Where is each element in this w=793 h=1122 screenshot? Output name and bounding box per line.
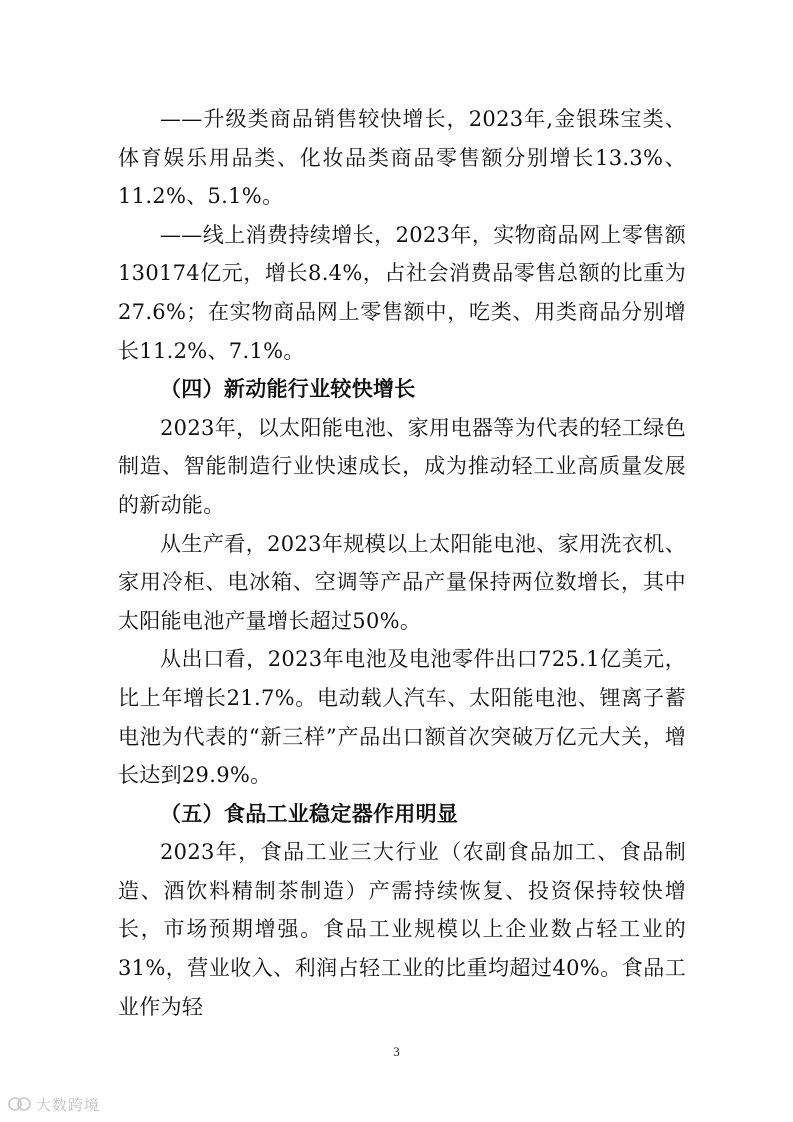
section-heading-food-industry: （五）食品工业稳定器作用明显 (160, 800, 459, 826)
section-heading-new-momentum: （四）新动能行业较快增长 (160, 376, 416, 402)
paragraph-new-momentum-intro: 2023年，以太阳能电池、家用电器等为代表的轻工绿色制造、智能制造行业快速成长，成为推动轻工业高质量发展的新动能。 (118, 415, 686, 517)
paragraph-food-industry: 2023年，食品工业三大行业（农副食品加工、食品制造、酒饮料精制茶制造）产需持续恢复、投资保持较快增长，市场预期增强。食品工业规模以上企业数占轻工业的31%，营业收入、利润占轻工业的比重均超过40%。食品工业作为轻 (118, 840, 686, 1019)
watermark-text: 大数跨境 (36, 1095, 101, 1114)
page-number: 3 (393, 1044, 400, 1059)
watermark (8, 1092, 100, 1116)
paragraph-online-consumption: ——线上消费持续增长，2023年，实物商品网上零售额130174亿元，增长8.4%，占社会消费品零售总额的比重为27.6%；在实物商品网上零售额中，吃类、用类商品分别增长11.2%、7.1%。 (118, 222, 686, 363)
paragraph-export: 从出口看，2023年电池及电池零件出口725.1亿美元，比上年增长21.7%。电动载人汽车、太阳能电池、锂离子蓄电池为代表的“新三样”产品出口额首次突破万亿元大关，增长达到29.9%。 (118, 647, 686, 788)
paragraph-upgrade-goods: ——升级类商品销售较快增长，2023年,金银珠宝类、体育娱乐用品类、化妆品类商品零售额分别增长13.3%、11.2%、5.1%。 (118, 107, 686, 209)
watermark-logo-icon (8, 1095, 32, 1113)
document-body (118, 100, 686, 1026)
paragraph-production: 从生产看，2023年规模以上太阳能电池、家用洗衣机、家用冷柜、电冰箱、空调等产品产量保持两位数增长，其中太阳能电池产量增长超过50%。 (118, 531, 686, 633)
